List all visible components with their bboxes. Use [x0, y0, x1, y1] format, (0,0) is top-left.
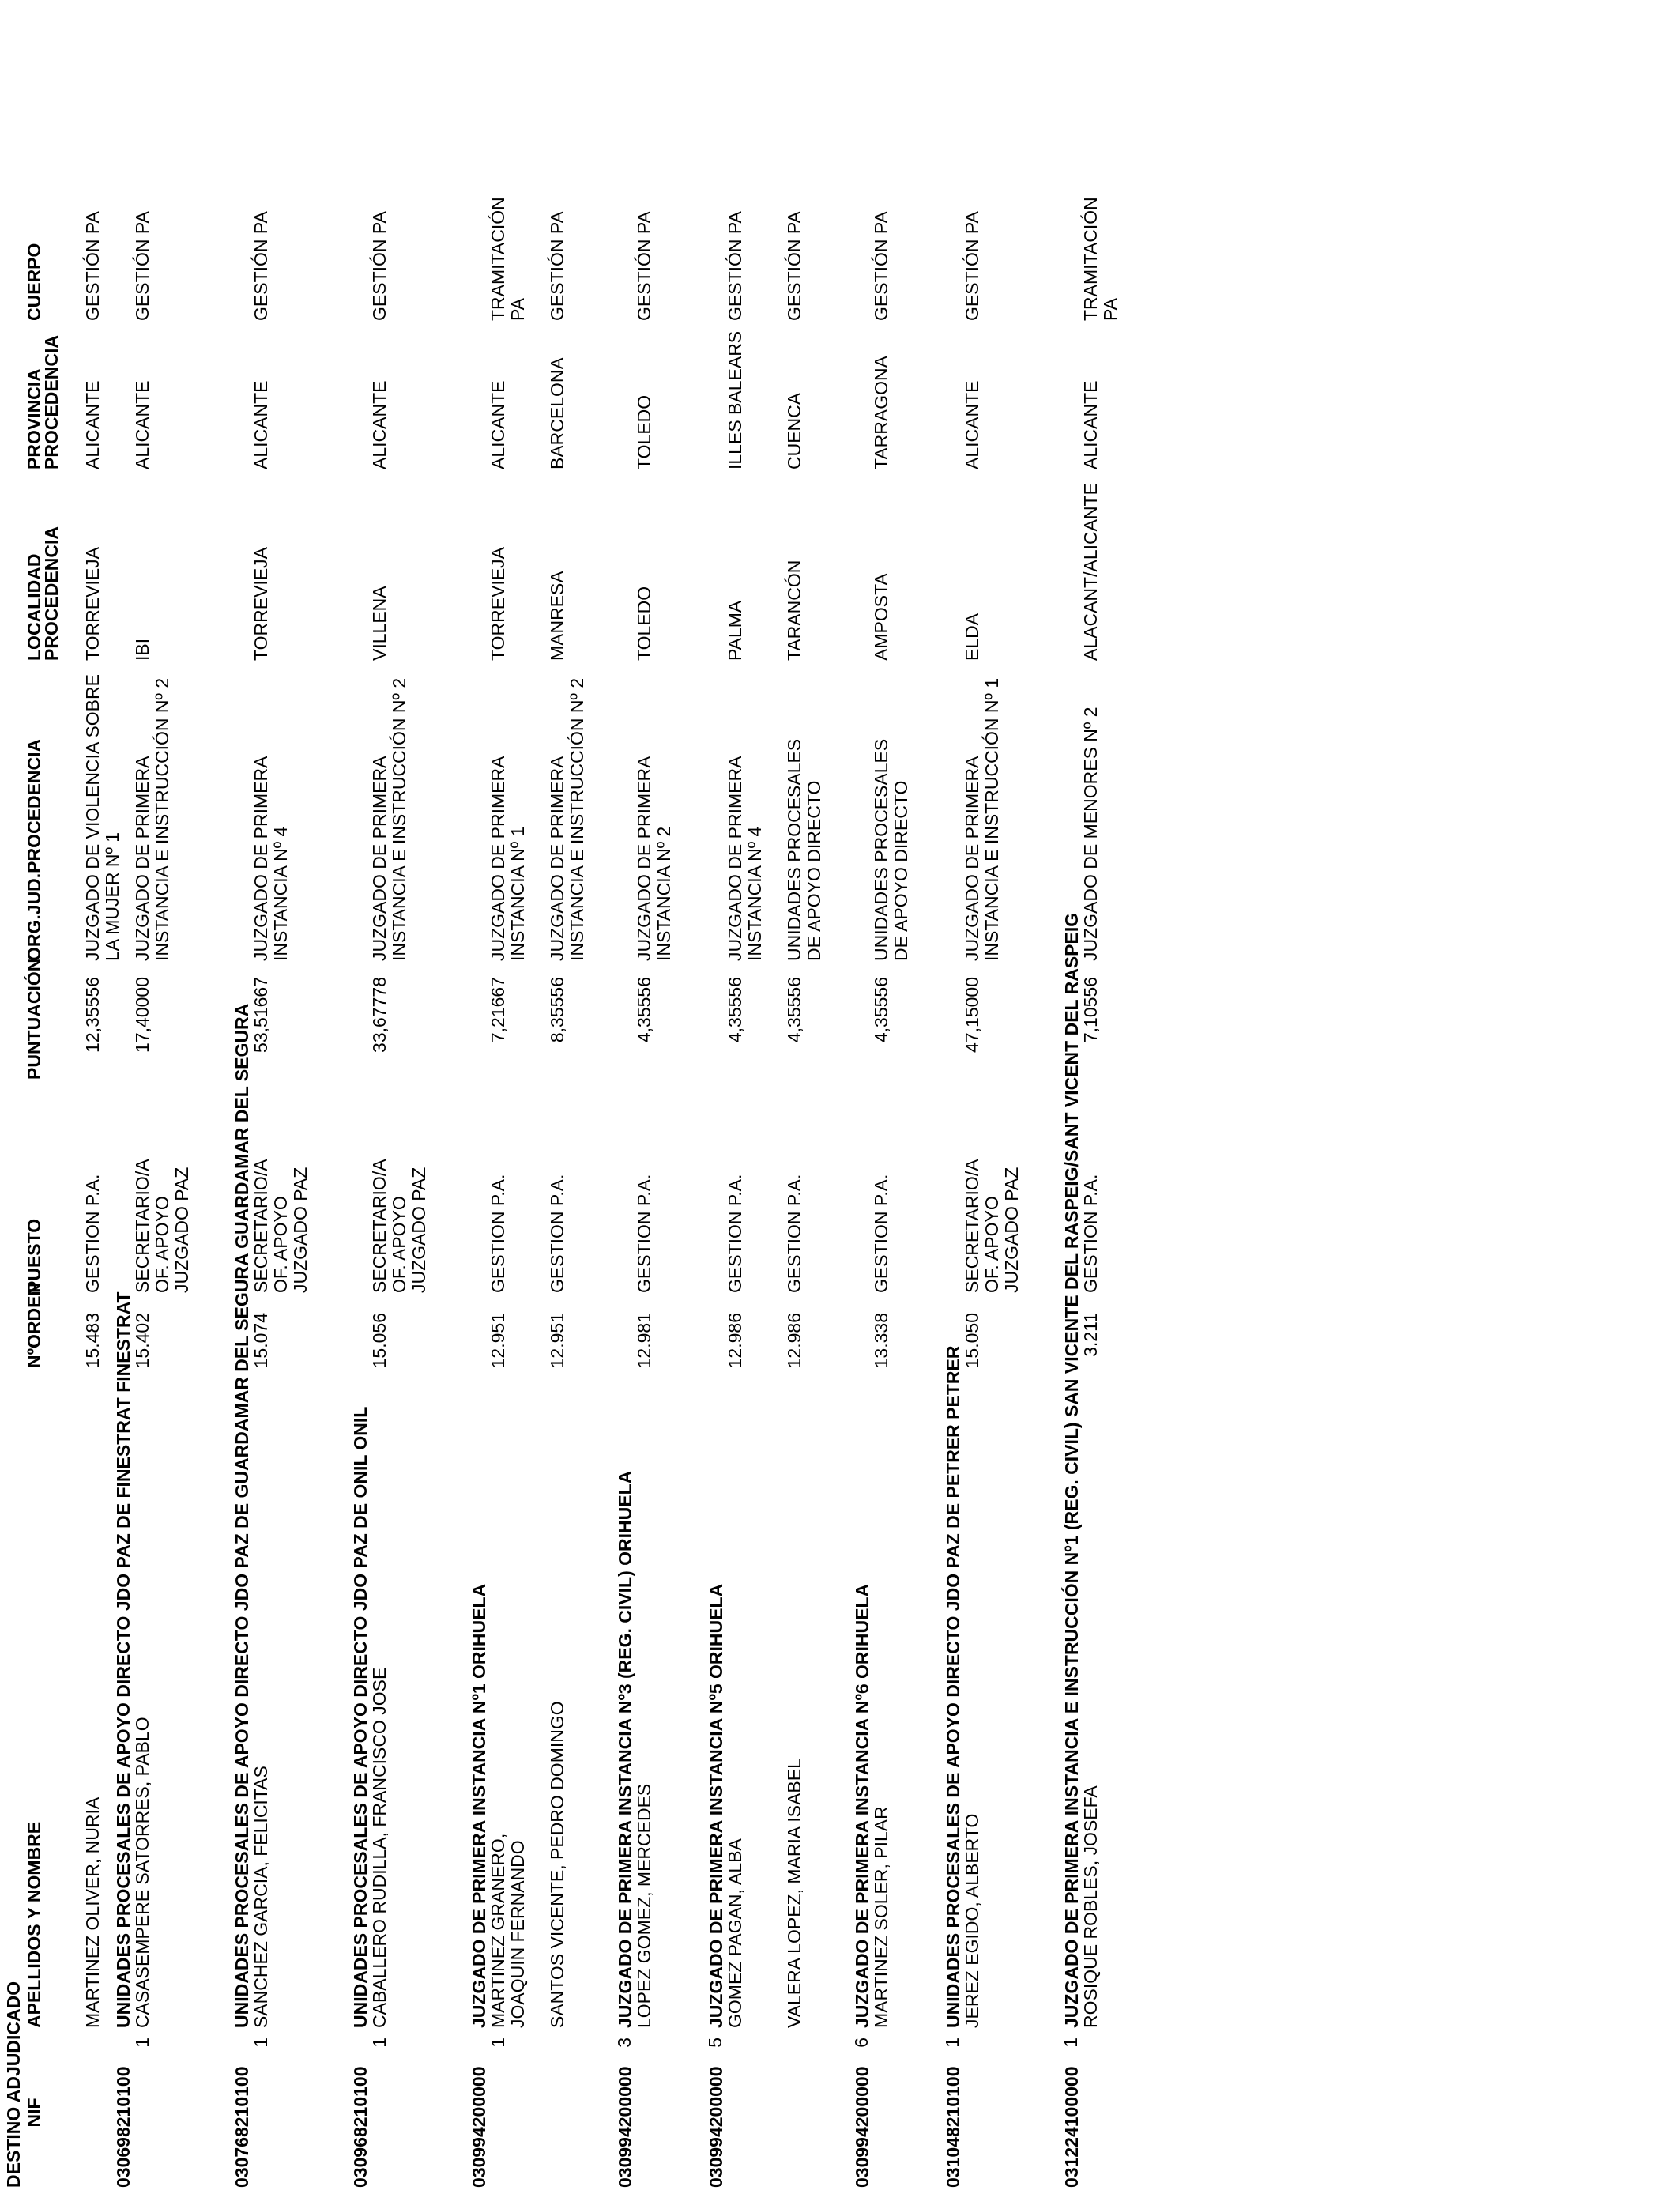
cell-cuerpo: GESTIÓN PA [369, 211, 390, 321]
cell-nif: 1 [488, 2038, 508, 2048]
group-code: 030768210100 [232, 2066, 252, 2188]
cell-localidad: IBI [132, 638, 153, 661]
cell-nif: 1 [369, 2038, 390, 2048]
cell-provincia: ALICANTE [369, 380, 390, 469]
cell-puesto: SECRETARIO/A OF. APOYO JUZGADO PAZ [369, 1159, 429, 1293]
header-destino: DESTINO ADJUDICADO [3, 1981, 24, 2188]
cell-localidad: AMPOSTA [871, 573, 891, 661]
cell-cuerpo: GESTIÓN PA [962, 211, 982, 321]
cell-nif: 6 [851, 2038, 872, 2048]
cell-puntuacion: 4,35556 [871, 977, 891, 1043]
cell-puesto: GESTION P.A. [634, 1174, 654, 1293]
cell-nif: 3 [614, 2038, 635, 2048]
header-cuerpo: CUERPO [24, 243, 44, 321]
cell-provincia: ALICANTE [82, 380, 103, 469]
group-code: 031224100000 [1061, 2066, 1082, 2188]
cell-nombre: MARTINEZ OLIVER, NURIA [82, 1796, 103, 2028]
cell-localidad: TORREVIEJA [250, 547, 271, 661]
cell-nif: 1 [1060, 2038, 1081, 2048]
header-provincia-1: PROVINCIA [24, 368, 44, 469]
group-title: JUZGADO DE PRIMERA INSTANCIA Nº5 ORIHUELA [706, 1583, 726, 2028]
group-title: UNIDADES PROCESALES DE APOYO DIRECTO JDO PAZ DE FINESTRAT FINESTRAT [113, 1291, 134, 2028]
cell-puesto: GESTION P.A. [1080, 1174, 1101, 1293]
cell-nombre: VALERA LOPEZ, MARIA ISABEL [784, 1759, 804, 2028]
cell-cuerpo: TRAMITACIÓN PA [488, 197, 528, 321]
cell-puntuacion: 53,51667 [250, 977, 271, 1053]
cell-orden: 13.338 [871, 1313, 891, 1369]
cell-org: JUZGADO DE PRIMERA INSTANCIA Nº 2 [634, 756, 674, 961]
cell-provincia: ALICANTE [962, 380, 982, 469]
group-title: UNIDADES PROCESALES DE APOYO DIRECTO JDO PAZ DE GUARDAMAR DEL SEGURA GUARDAMAR DEL SEGURA [232, 1003, 252, 2028]
cell-localidad: TOLEDO [634, 586, 654, 661]
cell-provincia: BARCELONA [547, 357, 567, 469]
cell-localidad: ELDA [962, 613, 982, 661]
cell-org: JUZGADO DE MENORES Nº 2 [1080, 707, 1101, 961]
group-code: 030994200000 [706, 2066, 726, 2188]
cell-nombre: CASASEMPERE SATORRES, PABLO [132, 1717, 153, 2028]
cell-puesto: GESTION P.A. [784, 1174, 804, 1293]
group-code: 030994200000 [852, 2066, 872, 2188]
cell-cuerpo: GESTIÓN PA [547, 211, 567, 321]
header-localidad-1: LOCALIDAD [24, 553, 44, 661]
cell-orden: 12.986 [784, 1313, 804, 1369]
cell-nombre: MARTINEZ GRANERO, JOAQUIN FERNANDO [488, 1833, 528, 2028]
cell-localidad: TORREVIEJA [82, 547, 103, 661]
group-code: 030698210100 [113, 2066, 134, 2188]
cell-puntuacion: 17,40000 [132, 977, 153, 1053]
cell-cuerpo: GESTIÓN PA [82, 211, 103, 321]
cell-orden: 12.951 [547, 1313, 567, 1369]
cell-nif: 5 [705, 2038, 725, 2048]
cell-org: JUZGADO DE PRIMERA INSTANCIA Nº 1 [488, 756, 528, 961]
cell-orden: 3.211 [1080, 1313, 1101, 1357]
group-code: 031048210100 [943, 2066, 963, 2188]
cell-puntuacion: 12,35556 [82, 977, 103, 1053]
header-org: ORG.JUD.PROCEDENCIA [24, 738, 44, 961]
cell-org: UNIDADES PROCESALES DE APOYO DIRECTO [784, 738, 824, 961]
cell-cuerpo: GESTIÓN PA [871, 211, 891, 321]
header-localidad-2: PROCEDENCIA [41, 526, 62, 661]
cell-localidad: TARANCÓN [784, 560, 804, 661]
cell-cuerpo: TRAMITACIÓN PA [1080, 197, 1121, 321]
group-code: 030994200000 [615, 2066, 635, 2188]
cell-cuerpo: GESTIÓN PA [725, 211, 745, 321]
cell-nif: 1 [942, 2038, 962, 2048]
cell-localidad: VILLENA [369, 586, 390, 661]
cell-org: UNIDADES PROCESALES DE APOYO DIRECTO [871, 738, 911, 961]
group-code: 030994200000 [469, 2066, 489, 2188]
cell-orden: 15.050 [962, 1313, 982, 1369]
group-code: 030968210100 [350, 2066, 371, 2188]
cell-nombre: CABALLERO RUDILLA, FRANCISCO JOSE [369, 1667, 390, 2028]
cell-puesto: GESTION P.A. [871, 1174, 891, 1293]
cell-provincia: ALICANTE [1080, 380, 1101, 469]
cell-puntuacion: 4,35556 [725, 977, 745, 1043]
group-title: JUZGADO DE PRIMERA INSTANCIA Nº1 ORIHUELA [469, 1583, 489, 2028]
cell-nombre: GOMEZ PAGAN, ALBA [725, 1838, 745, 2028]
cell-nombre: LOPEZ GOMEZ, MERCEDES [634, 1783, 654, 2028]
cell-org: JUZGADO DE PRIMERA INSTANCIA E INSTRUCCIÓN Nº 2 [132, 677, 172, 961]
cell-nombre: SANCHEZ GARCIA, FELICITAS [250, 1766, 271, 2028]
cell-nif: 1 [250, 2038, 271, 2048]
cell-puntuacion: 8,35556 [547, 977, 567, 1043]
header-apellidos: APELLIDOS Y NOMBRE [24, 1821, 44, 2028]
cell-nombre: MARTINEZ SOLER, PILAR [871, 1806, 891, 2028]
cell-cuerpo: GESTIÓN PA [634, 211, 654, 321]
cell-orden: 12.986 [725, 1313, 745, 1369]
cell-puesto: GESTION P.A. [547, 1174, 567, 1293]
cell-puntuacion: 4,35556 [634, 977, 654, 1043]
cell-puntuacion: 47,15000 [962, 977, 982, 1053]
header-puesto: PUESTO [24, 1218, 44, 1293]
cell-nif: 1 [132, 2038, 153, 2048]
cell-puesto: SECRETARIO/A OF. APOYO JUZGADO PAZ [250, 1159, 311, 1293]
cell-nombre: ROSIQUE ROBLES, JOSEFA [1080, 1785, 1101, 2028]
group-title: JUZGADO DE PRIMERA INSTANCIA E INSTRUCCIÓN Nº1 (REG. CIVIL) SAN VICENTE DEL RASPEIG/SANT VICENT DEL RASPEIG [1061, 912, 1082, 2028]
cell-puesto: GESTION P.A. [725, 1174, 745, 1293]
header-provincia-2: PROCEDENCIA [41, 335, 62, 469]
cell-puesto: SECRETARIO/A OF. APOYO JUZGADO PAZ [132, 1159, 192, 1293]
cell-puntuacion: 7,10556 [1080, 977, 1101, 1043]
cell-orden: 15.056 [369, 1313, 390, 1369]
header-nif: NIF [24, 2098, 44, 2128]
cell-org: JUZGADO DE PRIMERA INSTANCIA Nº 4 [250, 756, 291, 961]
cell-cuerpo: GESTIÓN PA [132, 211, 153, 321]
cell-org: JUZGADO DE VIOLENCIA SOBRE LA MUJER Nº 1 [82, 674, 122, 961]
cell-puntuacion: 4,35556 [784, 977, 804, 1043]
group-title: UNIDADES PROCESALES DE APOYO DIRECTO JDO PAZ DE ONIL ONIL [350, 1406, 371, 2028]
cell-orden: 12.951 [488, 1313, 508, 1369]
cell-puntuacion: 33,67778 [369, 977, 390, 1053]
cell-orden: 15.402 [132, 1313, 153, 1369]
cell-org: JUZGADO DE PRIMERA INSTANCIA Nº 4 [725, 756, 765, 961]
cell-cuerpo: GESTIÓN PA [250, 211, 271, 321]
cell-org: JUZGADO DE PRIMERA INSTANCIA E INSTRUCCIÓN Nº 1 [962, 677, 1002, 961]
cell-localidad: MANRESA [547, 571, 567, 661]
group-title: UNIDADES PROCESALES DE APOYO DIRECTO JDO PAZ DE PETRER PETRER [943, 1345, 963, 2028]
group-title: JUZGADO DE PRIMERA INSTANCIA Nº3 (REG. CIVIL) ORIHUELA [615, 1470, 635, 2028]
header-norden: NºORDEN [24, 1282, 44, 1368]
cell-nombre: JEREZ EGIDO, ALBERTO [962, 1813, 982, 2028]
cell-org: JUZGADO DE PRIMERA INSTANCIA E INSTRUCCIÓN Nº 2 [547, 677, 587, 961]
group-title: JUZGADO DE PRIMERA INSTANCIA Nº6 ORIHUELA [852, 1583, 872, 2028]
cell-org: JUZGADO DE PRIMERA INSTANCIA E INSTRUCCIÓN Nº 2 [369, 677, 409, 961]
cell-orden: 15.483 [82, 1313, 103, 1369]
cell-provincia: TOLEDO [634, 394, 654, 469]
cell-localidad: TORREVIEJA [488, 547, 508, 661]
cell-nombre: SANTOS VICENTE, PEDRO DOMINGO [547, 1701, 567, 2028]
cell-puntuacion: 7,21667 [488, 977, 508, 1043]
cell-provincia: CUENCA [784, 392, 804, 469]
cell-localidad: PALMA [725, 600, 745, 661]
cell-puesto: GESTION P.A. [82, 1174, 103, 1293]
cell-provincia: ALICANTE [132, 380, 153, 469]
cell-cuerpo: GESTIÓN PA [784, 211, 804, 321]
header-puntuacion: PUNTUACIÓN [24, 958, 44, 1080]
cell-provincia: TARRAGONA [871, 356, 891, 469]
cell-orden: 12.981 [634, 1313, 654, 1369]
cell-provincia: ALICANTE [250, 380, 271, 469]
cell-orden: 15.074 [250, 1313, 271, 1369]
cell-provincia: ILLES BALEARS [725, 330, 745, 469]
cell-localidad: ALACANT/ALICANTE [1080, 483, 1101, 661]
cell-provincia: ALICANTE [488, 380, 508, 469]
cell-puesto: GESTION P.A. [488, 1174, 508, 1293]
cell-puesto: SECRETARIO/A OF. APOYO JUZGADO PAZ [962, 1159, 1022, 1293]
